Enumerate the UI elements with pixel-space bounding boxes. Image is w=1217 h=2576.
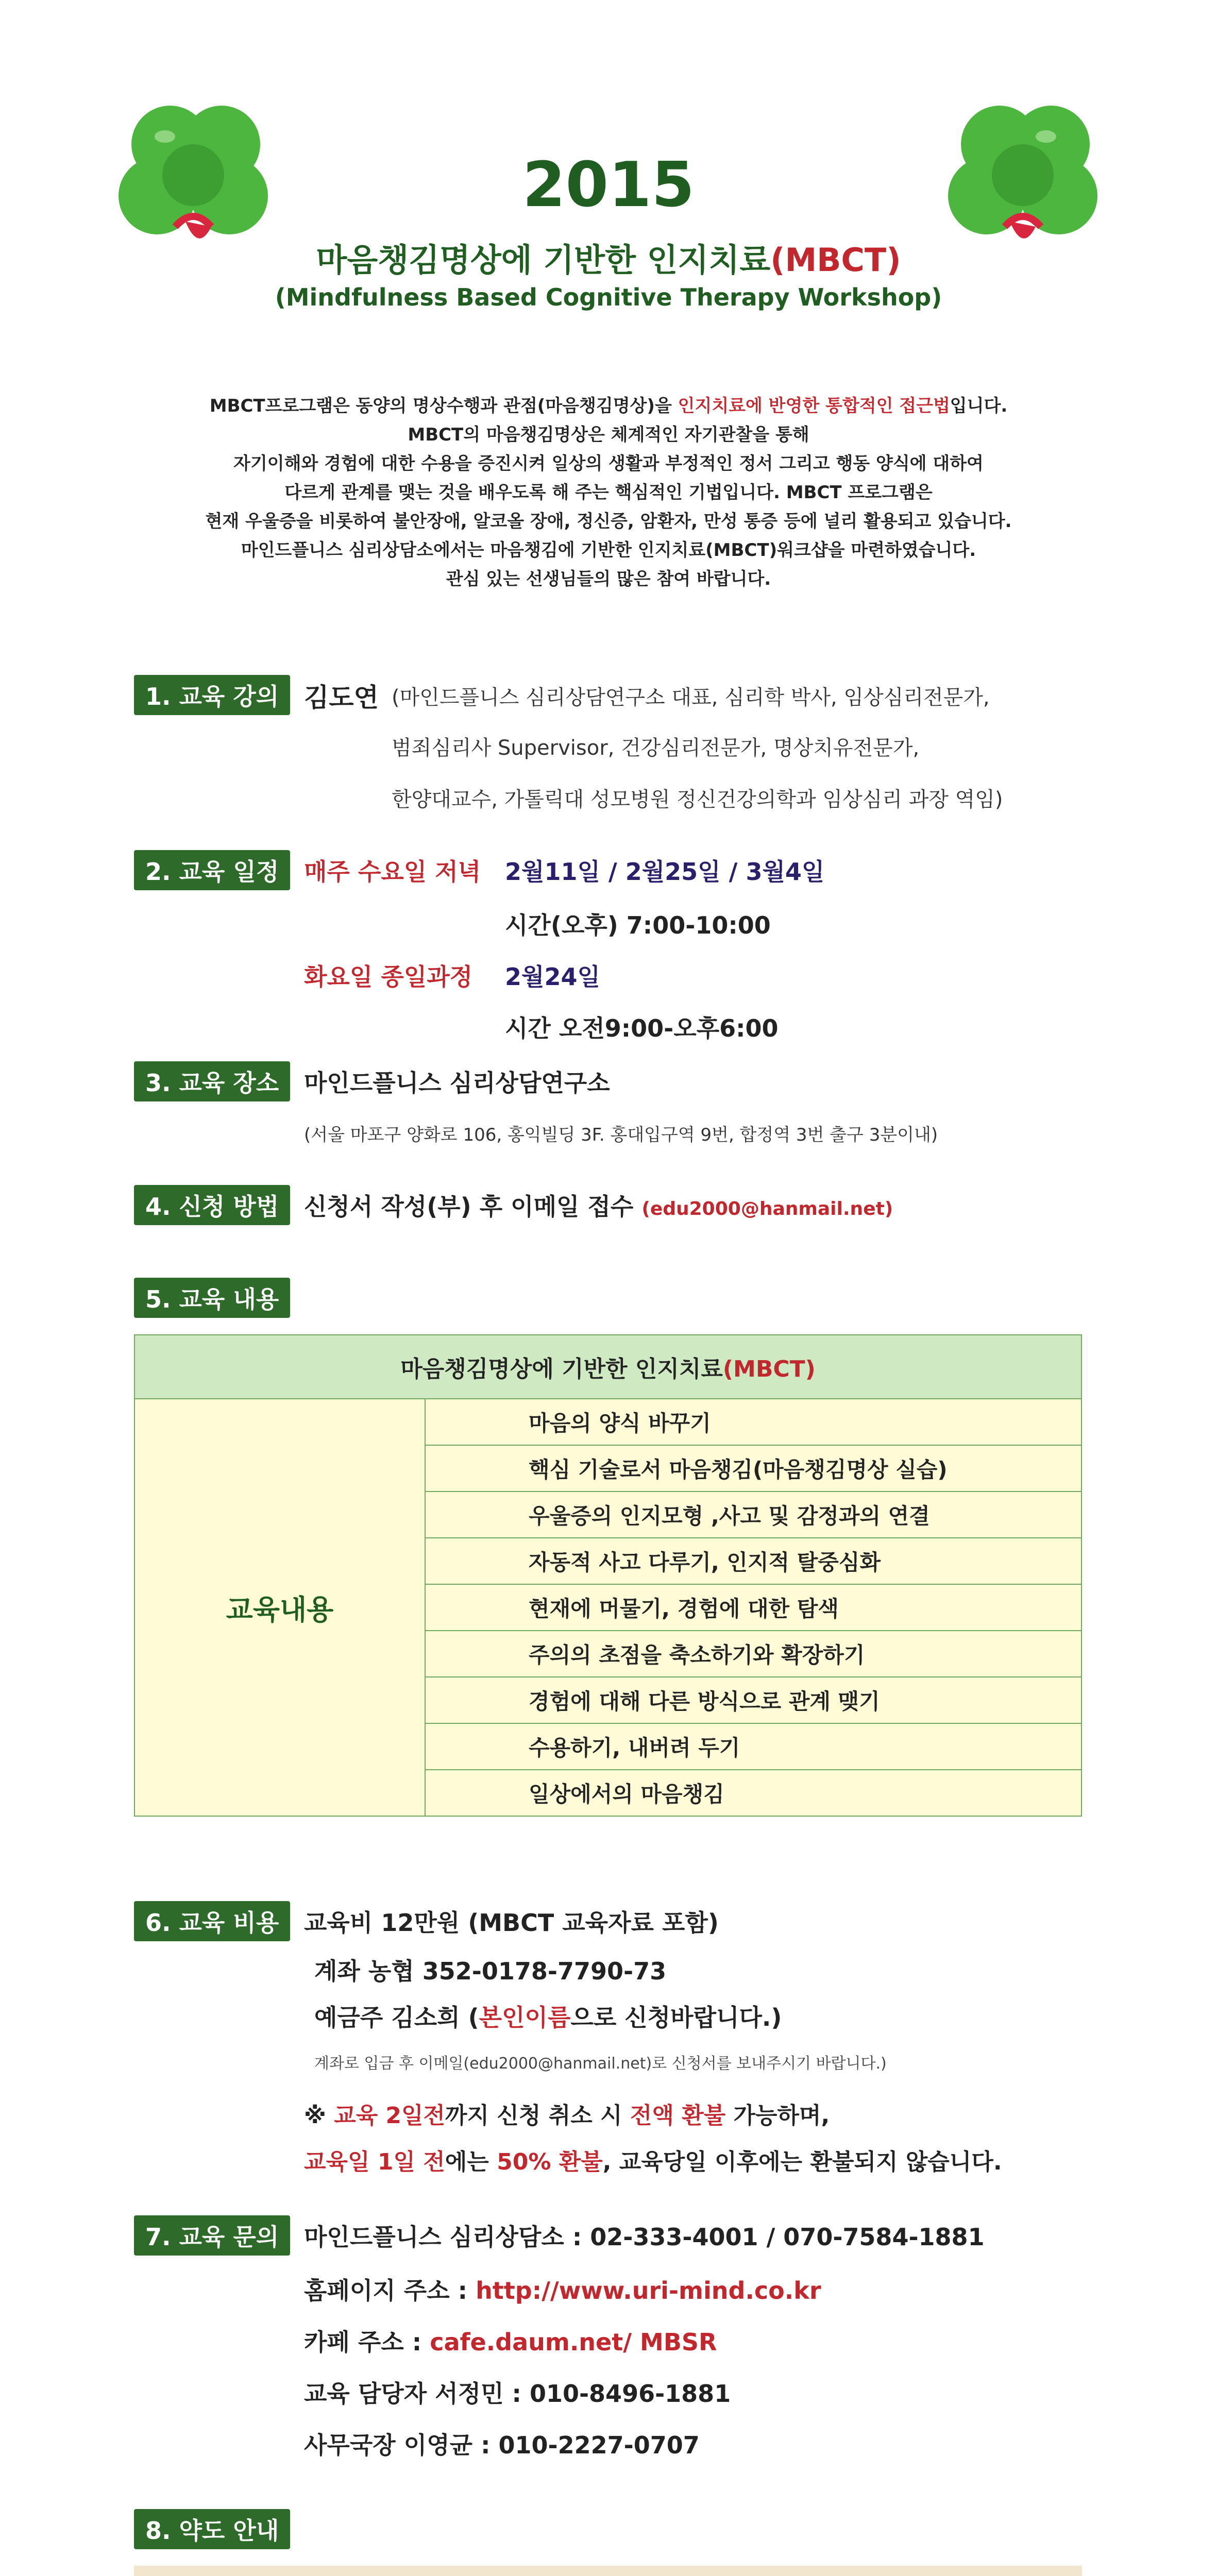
schedule-tue-time: 시간 오전9:00-오후6:00 bbox=[505, 1014, 779, 1042]
title-main: 마음챙김명상에 기반한 인지치료 bbox=[316, 241, 771, 279]
schedule-wed-dates: 2월11일 / 2월25일 / 3월4일 bbox=[505, 858, 825, 886]
homepage-label: 홈페이지 주소 : bbox=[304, 2277, 476, 2304]
holder-text: 으로 신청바랍니다.) bbox=[570, 2004, 782, 2031]
intro-line-2: MBCT의 마음챙김명상은 체계적인 자기관찰을 통해 bbox=[408, 425, 809, 445]
curriculum-item: 경험에 대해 다른 방식으로 관계 맺기 bbox=[425, 1677, 1081, 1723]
refund-highlight: 교육일 1일 전 bbox=[304, 2149, 445, 2175]
intro-line-5: 현재 우울증을 비롯하여 불안장애, 알코올 장애, 정신증, 암환자, 만성 통증 등에 널리 활용되고 있습니다. bbox=[205, 511, 1012, 532]
contact-homepage bbox=[304, 2272, 821, 2306]
refund-highlight: 전액 환불 bbox=[630, 2103, 726, 2129]
section-label: 6. 교육 비용 bbox=[134, 1901, 290, 1941]
curriculum-header bbox=[134, 1335, 1081, 1399]
schedule-tue-label: 화요일 종일과정 bbox=[304, 963, 473, 991]
apply-method: 신청서 작성(부) 후 이메일 접수 bbox=[304, 1193, 642, 1221]
map-roads bbox=[134, 2566, 1082, 2576]
schedule-tue-date: 2월24일 bbox=[505, 963, 600, 991]
section-map bbox=[134, 2509, 1139, 2549]
location-address: (서울 마포구 양화로 106, 홍익빌딩 3F. 홍대입구역 9번, 합정역 3번 출구 3분이내) bbox=[304, 1125, 938, 1145]
refund-text: 에는 bbox=[445, 2149, 497, 2175]
refund-highlight: 교육 2일전 bbox=[334, 2103, 446, 2129]
location-name: 마인드플니스 심리상담연구소 bbox=[304, 1069, 610, 1097]
curriculum-item: 우울증의 인지모형 ,사고 및 감정과의 연결 bbox=[425, 1492, 1081, 1538]
section-location bbox=[134, 1061, 1139, 1145]
intro-line-6: 마인드플니스 심리상담소에서는 마음챙김에 기반한 인지치료(MBCT)워크샵을 마련하였습니다. bbox=[241, 540, 976, 561]
intro-text: 입니다. bbox=[950, 396, 1008, 416]
cost-holder bbox=[314, 1999, 782, 2033]
cost-account: 계좌 농협 352-0178-7790-73 bbox=[314, 1957, 667, 1985]
section-instructor bbox=[134, 675, 1139, 811]
curriculum-title: 마음챙김명상에 기반한 인지치료 bbox=[400, 1356, 723, 1382]
curriculum-item: 자동적 사고 다루기, 인지적 탈중심화 bbox=[425, 1538, 1081, 1584]
section-content bbox=[134, 1278, 1139, 1318]
intro-highlight: 인지치료에 반영한 통합적인 접근법 bbox=[678, 396, 950, 416]
section-apply bbox=[134, 1185, 1139, 1225]
page-subtitle: (Mindfulness Based Cognitive Therapy Workshop) bbox=[275, 283, 942, 311]
curriculum-item: 현재에 머물기, 경험에 대한 탐색 bbox=[425, 1584, 1081, 1631]
curriculum-title-abbr: (MBCT) bbox=[722, 1356, 816, 1382]
refund-text: ※ bbox=[304, 2103, 334, 2129]
cafe-label: 카페 주소 : bbox=[304, 2328, 430, 2356]
section-label: 4. 신청 방법 bbox=[134, 1185, 290, 1225]
contact-cafe bbox=[304, 2324, 717, 2358]
instructor-desc-3: 한양대교수, 가톨릭대 성모병원 정신건강의학과 임상심리 과장 역임) bbox=[392, 788, 1003, 811]
schedule-wed-label: 매주 수요일 저녁 bbox=[304, 858, 481, 886]
map bbox=[134, 2566, 1082, 2576]
contact-manager: 교육 담당자 서정민 : 010-8496-1881 bbox=[304, 2380, 731, 2408]
intro bbox=[46, 392, 1171, 594]
intro-line-4: 다르게 관계를 맺는 것을 배우도록 해 주는 핵심적인 기법입니다. MBCT 프로그램은 bbox=[284, 482, 933, 503]
curriculum-row-label: 교육내용 bbox=[134, 1399, 425, 1816]
schedule-wed-time: 시간(오후) 7:00-10:00 bbox=[505, 911, 771, 939]
refund-line-2 bbox=[304, 2143, 1002, 2176]
homepage-link[interactable]: http://www.uri-mind.co.kr bbox=[476, 2277, 821, 2304]
refund-highlight: 50% 환불 bbox=[497, 2149, 603, 2175]
curriculum-item: 핵심 기술로서 마음챙김(마음챙김명상 실습) bbox=[425, 1445, 1081, 1492]
curriculum-item: 마음의 양식 바꾸기 bbox=[425, 1399, 1081, 1445]
refund-text: , 교육당일 이후에는 환불되지 않습니다. bbox=[602, 2149, 1002, 2175]
refund-line-1 bbox=[304, 2097, 830, 2130]
curriculum-item: 주의의 초점을 축소하기와 확장하기 bbox=[425, 1631, 1081, 1677]
apply-text bbox=[304, 1188, 893, 1222]
section-label: 7. 교육 문의 bbox=[134, 2215, 290, 2256]
intro-line-3: 자기이해와 경험에 대한 수용을 증진시켜 일상의 생활과 부정적인 정서 그리고 행동 양식에 대하여 bbox=[233, 453, 984, 474]
apply-email[interactable]: (edu2000@hanmail.net) bbox=[641, 1198, 893, 1219]
title-abbr: (MBCT) bbox=[770, 241, 901, 279]
instructor-desc-2: 범죄심리사 Supervisor, 건강심리전문가, 명상치유전문가, bbox=[392, 736, 920, 760]
section-contact bbox=[134, 2215, 1139, 2459]
instructor-name: 김도연 bbox=[304, 683, 379, 713]
section-schedule bbox=[134, 850, 1139, 1042]
section-cost bbox=[134, 1901, 1139, 2175]
section-label: 2. 교육 일정 bbox=[134, 850, 290, 890]
page-frame bbox=[46, 36, 1171, 2576]
holder-text: 예금주 김소희 ( bbox=[314, 2004, 479, 2031]
year: 2015 bbox=[522, 149, 695, 221]
section-label: 5. 교육 내용 bbox=[134, 1278, 290, 1318]
intro-line-1 bbox=[46, 392, 1171, 420]
instructor-desc-1: (마인드플니스 심리상담연구소 대표, 심리학 박사, 임상심리전문가, bbox=[392, 686, 990, 709]
intro-line-7: 관심 있는 선생님들의 많은 참여 바랍니다. bbox=[446, 569, 771, 589]
curriculum-item: 수용하기, 내버려 두기 bbox=[425, 1723, 1081, 1770]
page-title bbox=[46, 234, 1171, 280]
holder-highlight: 본인이름 bbox=[479, 2004, 571, 2031]
contact-phone: 마인드플니스 심리상담소 : 02-333-4001 / 070-7584-1881 bbox=[304, 2223, 985, 2251]
curriculum-item: 일상에서의 마음챙김 bbox=[425, 1770, 1081, 1816]
cost-note: 계좌로 입금 후 이메일(edu2000@hanmail.net)로 신청서를 보내주시기 바랍니다.) bbox=[314, 2055, 887, 2073]
curriculum-table bbox=[134, 1334, 1082, 1817]
refund-text: 가능하며, bbox=[725, 2103, 830, 2129]
section-label: 3. 교육 장소 bbox=[134, 1061, 290, 1101]
refund-text: 까지 신청 취소 시 bbox=[445, 2103, 630, 2129]
contact-secretary: 사무국장 이영균 : 010-2227-0707 bbox=[304, 2431, 700, 2459]
section-label: 1. 교육 강의 bbox=[134, 675, 290, 715]
intro-text: MBCT프로그램은 동양의 명상수행과 관점(마음챙김명상)을 bbox=[209, 396, 678, 416]
cafe-link[interactable]: cafe.daum.net/ MBSR bbox=[430, 2328, 717, 2356]
section-label: 8. 약도 안내 bbox=[134, 2509, 290, 2549]
cost-fee: 교육비 12만원 (MBCT 교육자료 포함) bbox=[304, 1909, 719, 1937]
